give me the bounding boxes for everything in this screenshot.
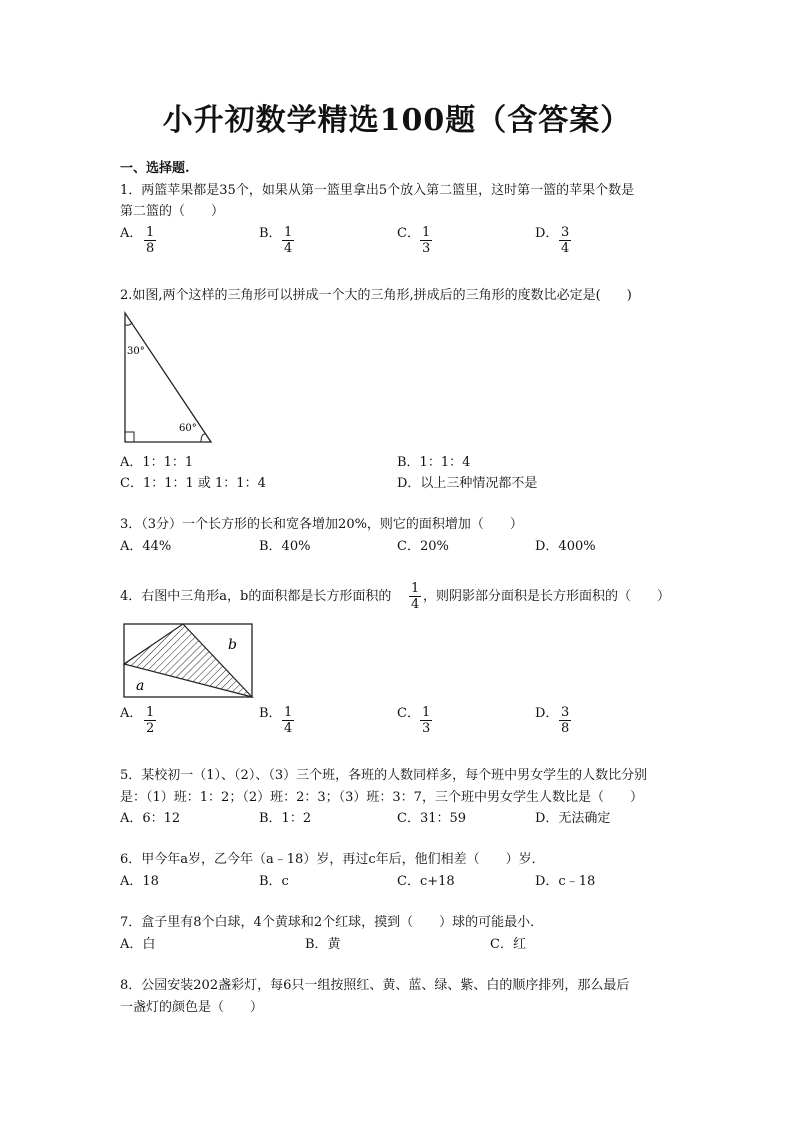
question-6-text: 6．甲今年a岁，乙今年（a﹣18）岁，再过c年后，他们相差（ ）岁． <box>120 852 545 867</box>
q7-option-a: A．白 <box>120 937 156 952</box>
right-triangle-figure <box>115 310 215 446</box>
q4-option-d-fraction <box>559 705 571 736</box>
section-heading: 一、选择题. <box>120 161 190 176</box>
question-7-text: 7．盒子里有8个白球，4个黄球和2个红球，摸到（ ）球的可能最小． <box>120 915 544 930</box>
fraction-denominator: 4 <box>284 241 293 256</box>
question-1-line-2: 第二篮的（ ） <box>120 204 225 219</box>
q4-option-d-label: D． <box>535 706 559 721</box>
fraction-numerator: 1 <box>422 225 431 240</box>
fraction-numerator: 1 <box>422 705 431 720</box>
page-title: 小升初数学精选100题（含答案） <box>162 103 632 138</box>
bottom-angle-arc <box>201 434 205 442</box>
q4-option-a-label: A． <box>120 706 143 721</box>
rectangle-shaded-triangle-figure <box>120 620 256 700</box>
question-4-text-before: 4．右图中三角形a，b的面积都是长方形面积的 <box>120 589 392 604</box>
q4-option-c-fraction <box>420 705 432 736</box>
question-8-line-2: 一盏灯的颜色是（ ） <box>120 1000 264 1015</box>
triangle-b-label: b <box>228 637 237 653</box>
q1-option-c-label: C． <box>397 226 420 241</box>
fraction-denominator: 3 <box>422 241 431 256</box>
triangle-outline <box>125 313 211 442</box>
fraction-numerator: 1 <box>411 581 420 596</box>
q1-option-b-label: B． <box>259 226 282 241</box>
q2-option-d: D．以上三种情况都不是 <box>397 476 538 491</box>
q7-option-c: C．红 <box>490 937 526 952</box>
question-2-text: 2.如图,两个这样的三角形可以拼成一个大的三角形,拼成后的三角形的度数比必定是( ) <box>120 288 632 303</box>
q6-option-d: D．c﹣18 <box>535 874 596 889</box>
question-4-text-after: ，则阴影部分面积是长方形面积的（ ） <box>423 589 671 604</box>
q4-option-a-fraction <box>144 705 156 736</box>
q5-option-c: C．31：59 <box>397 811 467 826</box>
q3-option-d: D．400% <box>535 539 596 554</box>
angle-label-60: 60° <box>179 423 197 434</box>
fraction-numerator: 1 <box>146 705 155 720</box>
q7-option-b: B．黄 <box>305 937 341 952</box>
q6-option-b: B．c <box>259 874 289 889</box>
q4-inline-fraction <box>409 581 421 612</box>
question-5-line-1: 5．某校初一（1）、（2）、（3）三个班，各班的人数同样多，每个班中男女学生的人数比分别 <box>120 768 648 783</box>
q3-option-a: A．44% <box>120 539 172 554</box>
fraction-numerator: 1 <box>284 705 293 720</box>
q5-option-b: B．1：2 <box>259 811 312 826</box>
q5-option-d: D．无法确定 <box>535 811 611 826</box>
q1-option-b-fraction <box>282 225 294 256</box>
q3-option-b: B．40% <box>259 539 311 554</box>
question-3-text: 3．（3分）一个长方形的长和宽各增加20%，则它的面积增加（ ） <box>120 517 523 532</box>
q6-option-c: C．c+18 <box>397 874 455 889</box>
q3-option-c: C．20% <box>397 539 449 554</box>
q5-option-a: A．6：12 <box>120 811 181 826</box>
fraction-numerator: 1 <box>146 225 155 240</box>
q4-option-b-fraction <box>282 705 294 736</box>
question-1-line-1: 1．两篮苹果都是35个，如果从第一篮里拿出5个放入第二篮里，这时第一篮的苹果个数是 <box>120 183 635 198</box>
fraction-denominator: 4 <box>561 241 570 256</box>
question-8-line-1: 8．公园安装202盏彩灯，每6只一组按照红、黄、蓝、绿、紫、白的顺序排列，那么最后 <box>120 978 630 993</box>
fraction-denominator: 4 <box>284 721 293 736</box>
angle-label-30: 30° <box>127 346 145 357</box>
fraction-denominator: 8 <box>561 721 570 736</box>
question-5-line-2: 是：（1）班：1：2；（2）班：2：3；（3）班：3：7，三个班中男女学生人数比是（ ） <box>120 790 643 805</box>
q4-option-b-label: B． <box>259 706 282 721</box>
q6-option-a: A．18 <box>120 874 159 889</box>
q1-option-d-label: D． <box>535 226 559 241</box>
triangle-a-label: a <box>136 678 145 694</box>
q1-option-c-fraction <box>420 225 432 256</box>
q2-option-a: A．1：1：1 <box>120 455 194 470</box>
q4-option-c-label: C． <box>397 706 420 721</box>
fraction-denominator: 3 <box>422 721 431 736</box>
fraction-numerator: 1 <box>284 225 293 240</box>
q1-option-a-label: A． <box>120 226 143 241</box>
q2-option-b: B．1：1：4 <box>397 455 471 470</box>
fraction-denominator: 4 <box>411 597 420 612</box>
fraction-numerator: 3 <box>561 225 570 240</box>
fraction-numerator: 3 <box>561 705 570 720</box>
q1-option-a-fraction <box>144 225 156 256</box>
fraction-denominator: 2 <box>146 721 155 736</box>
right-angle-mark <box>125 432 134 442</box>
fraction-denominator: 8 <box>146 241 155 256</box>
q1-option-d-fraction <box>559 225 571 256</box>
q2-option-c: C．1：1：1 或 1：1：4 <box>120 476 266 491</box>
